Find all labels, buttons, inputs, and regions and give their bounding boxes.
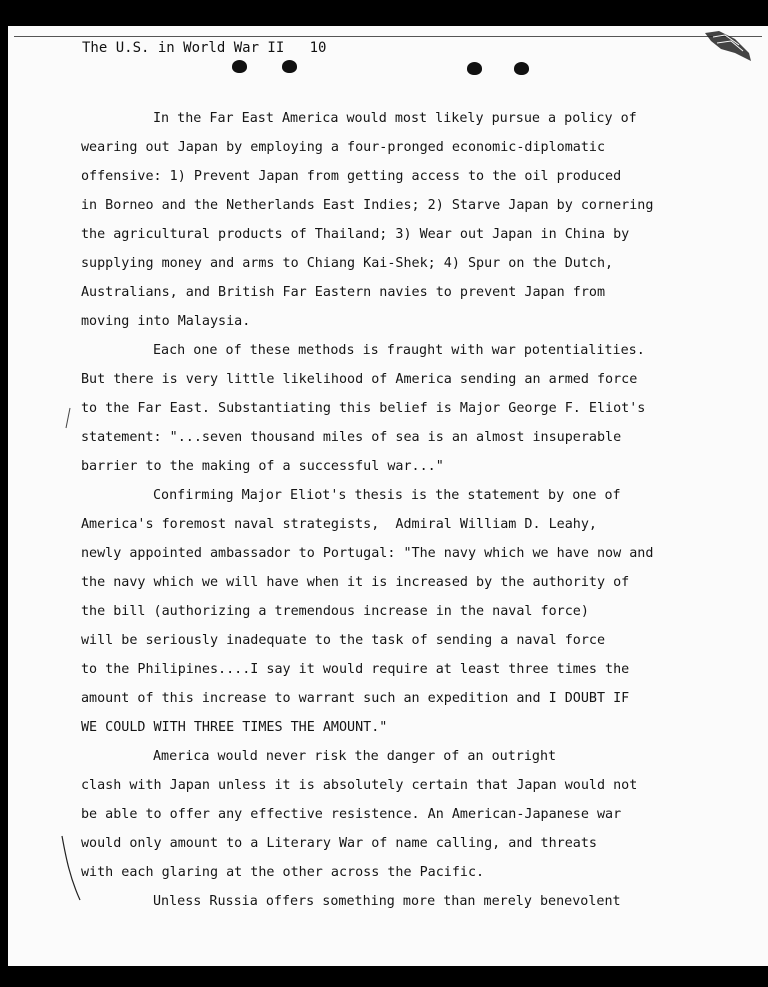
text-line: But there is very little likelihood of America sending an armed force [81,372,638,387]
text-line: clash with Japan unless it is absolutely certain that Japan would not [81,778,638,793]
binder-hole [232,60,247,73]
text-line: Confirming Major Eliot's thesis is the statement by one of [153,488,621,503]
page-edge-line [14,36,762,37]
text-line: Each one of these methods is fraught with war potentialities. [153,343,645,358]
torn-corner-mark [705,31,753,61]
text-line: In the Far East America would most likely pursue a policy of [153,111,637,126]
text-line: newly appointed ambassador to Portugal: "The navy which we have now and [81,546,654,561]
text-line: would only amount to a Literary War of name calling, and threats [81,836,597,851]
typewritten-page [8,26,768,966]
text-line: offensive: 1) Prevent Japan from getting access to the oil produced [81,169,622,184]
text-line: will be seriously inadequate to the task of sending a naval force [81,633,606,648]
paragraph [81,742,711,887]
paragraph [81,336,711,481]
text-line: Unless Russia offers something more than merely benevolent [153,894,621,909]
margin-pencil-mark [63,406,73,430]
text-line: wearing out Japan by employing a four-pronged economic-diplomatic [81,140,606,155]
text-line: the agricultural products of Thailand; 3) Wear out Japan in China by [81,227,630,242]
body-text [81,104,711,916]
paragraph [81,104,711,336]
text-line: to the Philipines....I say it would require at least three times the [81,662,630,677]
text-line: supplying money and arms to Chiang Kai-Shek; 4) Spur on the Dutch, [81,256,614,271]
text-line: to the Far East. Substantiating this belief is Major George F. Eliot's [81,401,646,416]
binder-hole [514,62,529,75]
text-line: America would never risk the danger of an outright [153,749,557,764]
text-line: moving into Malaysia. [81,314,251,329]
binder-hole [467,62,482,75]
text-line: the navy which we will have when it is increased by the authority of [81,575,630,590]
binder-hole [282,60,297,73]
text-line: statement: "...seven thousand miles of sea is an almost insuperable [81,430,622,445]
paragraph [81,481,711,742]
text-line: barrier to the making of a successful war..." [81,459,444,474]
paragraph [81,887,711,916]
text-line: amount of this increase to warrant such an expedition and I DOUBT IF [81,691,630,706]
text-line: in Borneo and the Netherlands East Indies; 2) Starve Japan by cornering [81,198,654,213]
page-header: The U.S. in World War II 10 [82,40,327,56]
text-line: the bill (authorizing a tremendous increase in the naval force) [81,604,589,619]
text-line: America's foremost naval strategists, Admiral William D. Leahy, [81,517,597,532]
text-line: Australians, and British Far Eastern navies to prevent Japan from [81,285,606,300]
text-line: with each glaring at the other across the Pacific. [81,865,485,880]
text-line: WE COULD WITH THREE TIMES THE AMOUNT." [81,720,388,735]
text-line: be able to offer any effective resistence. An American-Japanese war [81,807,622,822]
